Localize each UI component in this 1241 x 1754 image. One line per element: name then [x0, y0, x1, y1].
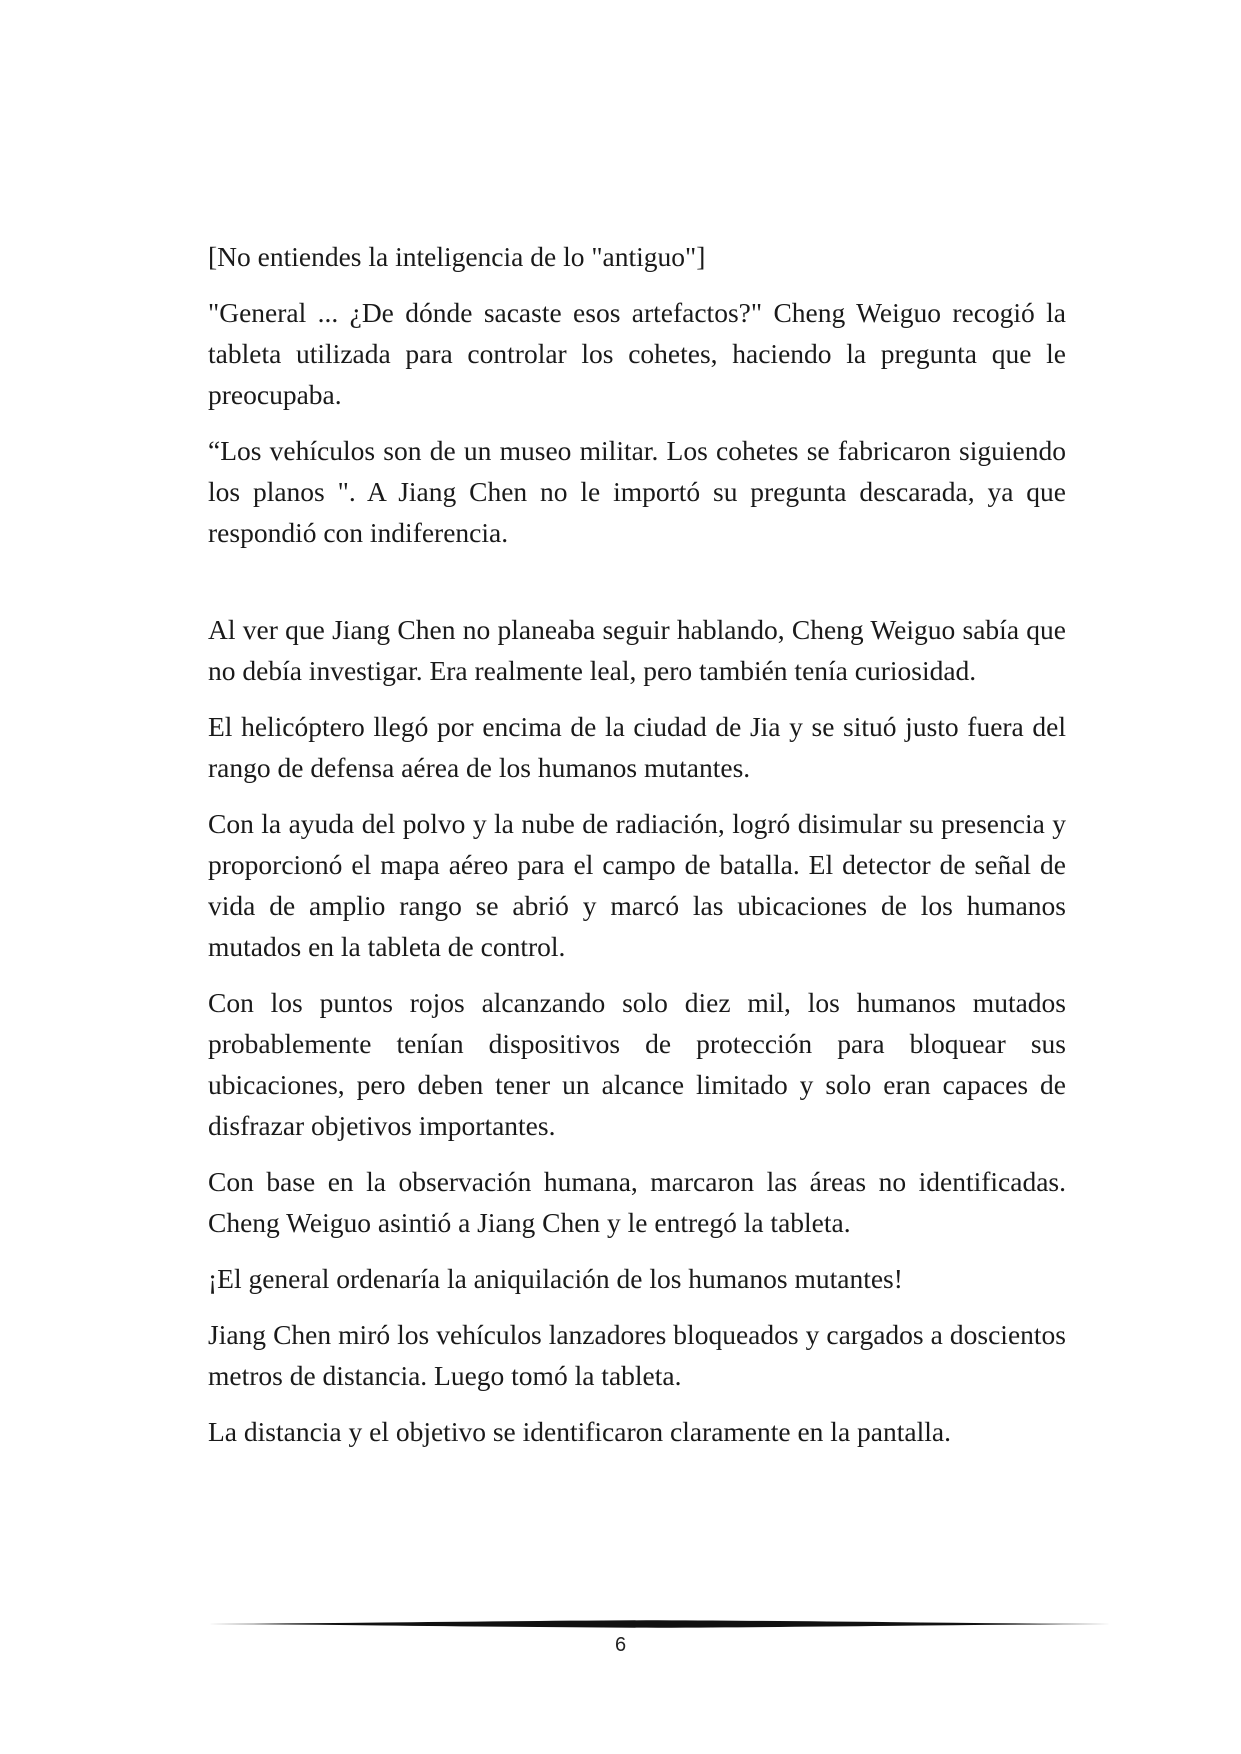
- paragraph-heading-bracket: [No entiendes la inteligencia de lo "antiguo"]: [208, 241, 706, 272]
- footer-rule: [208, 1619, 1111, 1629]
- page-number: 6: [614, 1634, 627, 1656]
- paragraph: Al ver que Jiang Chen no planeaba seguir hablando, Cheng Weiguo sabía que no debía investigar. Era realmente leal, pero también tenía curiosidad.: [208, 614, 1066, 686]
- paragraph: "General ... ¿De dónde sacaste esos artefactos?" Cheng Weiguo recogió la tableta utilizada para controlar los cohetes, haciendo la pregunta que le preocupaba.: [208, 297, 1066, 410]
- paragraph: Con la ayuda del polvo y la nube de radiación, logró disimular su presencia y proporcionó el mapa aéreo para el campo de batalla. El detector de señal de vida de amplio rango se abrió y marcó las ubicaciones de los humanos mutados en la tableta de control.: [208, 808, 1066, 962]
- paragraph: El helicóptero llegó por encima de la ciudad de Jia y se situó justo fuera del rango de defensa aérea de los humanos mutantes.: [208, 711, 1066, 783]
- footer-rule-shape: [208, 1620, 1111, 1628]
- paragraph: Con base en la observación humana, marcaron las áreas no identificadas. Cheng Weiguo asintió a Jiang Chen y le entregó la tableta.: [208, 1166, 1066, 1238]
- paragraph: La distancia y el objetivo se identificaron claramente en la pantalla.: [208, 1416, 951, 1447]
- page-body: [208, 236, 1066, 1467]
- paragraph: Con los puntos rojos alcanzando solo diez mil, los humanos mutados probablemente tenían dispositivos de protección para bloquear sus ubicaciones, pero deben tener un alcance limitado y solo eran capaces de disfrazar objetivos importantes.: [208, 987, 1066, 1141]
- paragraph: “Los vehículos son de un museo militar. Los cohetes se fabricaron siguiendo los planos ". A Jiang Chen no le importó su pregunta descarada, ya que respondió con indiferencia.: [208, 435, 1066, 548]
- paragraph: Jiang Chen miró los vehículos lanzadores bloqueados y cargados a doscientos metros de distancia. Luego tomó la tableta.: [208, 1319, 1066, 1391]
- paragraph: ¡El general ordenaría la aniquilación de los humanos mutantes!: [208, 1263, 903, 1294]
